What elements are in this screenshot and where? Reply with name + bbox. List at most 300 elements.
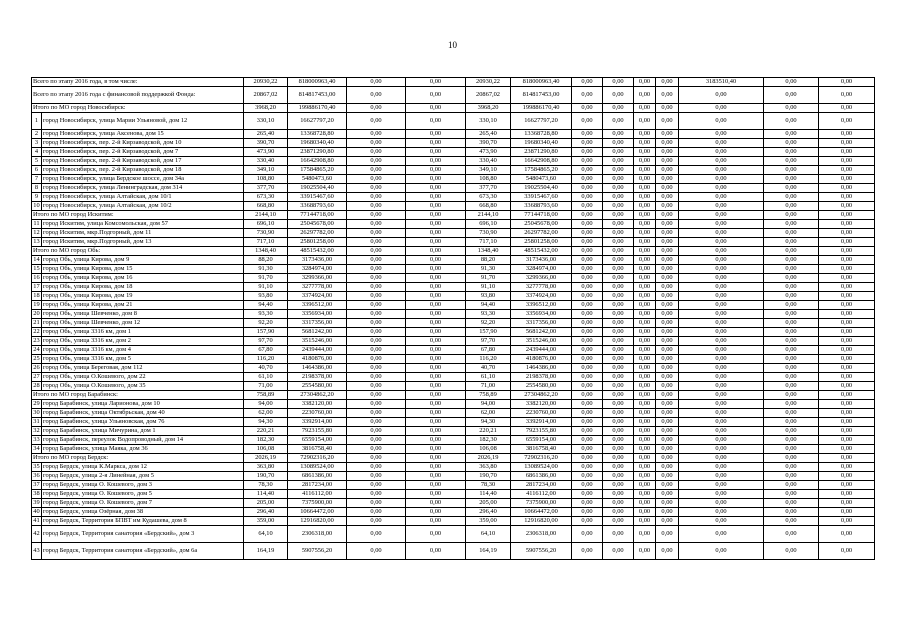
value-cell: 0,00 [634,130,656,139]
value-cell: 0,00 [819,139,875,148]
value-cell: 0,00 [572,445,603,454]
value-cell: 0,00 [679,157,764,166]
table-row [32,364,875,373]
value-cell: 0,00 [656,193,679,202]
value-cell: 0,00 [819,418,875,427]
value-cell: 0,00 [603,436,634,445]
value-cell: 0,00 [572,337,603,346]
address-cell: город Барабинск, переулок Водопроводный, дом 14 [42,436,244,445]
value-cell: 0,00 [603,472,634,481]
value-cell: 2026,19 [466,454,511,463]
value-cell: 220,21 [466,427,511,436]
value-cell: 7375900,00 [288,499,347,508]
value-cell: 0,00 [572,526,603,543]
value-cell: 94,30 [466,418,511,427]
value-cell: 0,00 [679,463,764,472]
value-cell: 1348,40 [244,247,288,256]
value-cell: 17584865,20 [511,166,572,175]
value-cell: 0,00 [764,220,819,229]
value-cell: 0,00 [406,229,466,238]
value-cell: 16627797,20 [511,113,572,130]
value-cell: 0,00 [347,139,406,148]
value-cell: 0,00 [347,355,406,364]
value-cell: 0,00 [406,319,466,328]
row-number-cell: 36 [33,472,40,479]
row-number-cell: 31 [33,418,40,425]
value-cell: 0,00 [634,543,656,560]
value-cell: 0,00 [634,283,656,292]
table-row [32,346,875,355]
value-cell: 0,00 [679,292,764,301]
address-cell: город Искитим, мкр.Подгорный, дом 11 [42,229,244,238]
value-cell: 0,00 [406,355,466,364]
value-cell: 23871290,80 [511,148,572,157]
value-cell: 5480473,60 [511,175,572,184]
value-cell: 1464386,00 [511,364,572,373]
value-cell: 3382120,00 [288,400,347,409]
value-cell: 0,00 [679,543,764,560]
value-cell: 0,00 [656,274,679,283]
value-cell: 0,00 [347,238,406,247]
row-number-cell: 2 [32,130,42,139]
value-cell: 7375900,00 [511,499,572,508]
address-cell: город Обь, улица 3316 км, дом 4 [42,346,244,355]
value-cell: 0,00 [819,400,875,409]
value-cell: 0,00 [634,87,656,104]
value-cell: 0,00 [819,229,875,238]
value-cell: 0,00 [634,472,656,481]
value-cell: 20867,02 [244,87,288,104]
value-cell: 0,00 [572,166,603,175]
value-cell: 0,00 [764,113,819,130]
value-cell: 78,30 [466,481,511,490]
value-cell: 6559154,00 [288,436,347,445]
table-row [32,310,875,319]
value-cell: 3816758,40 [288,445,347,454]
table-row [32,184,875,193]
row-number-cell: 28 [33,382,40,389]
value-cell: 818000963,40 [288,78,347,87]
value-cell: 4180876,00 [511,355,572,364]
value-cell: 0,00 [679,481,764,490]
value-cell: 19680340,40 [288,139,347,148]
value-cell: 0,00 [656,508,679,517]
value-cell: 19680340,40 [511,139,572,148]
value-cell: 26297782,00 [511,229,572,238]
value-cell: 2198378,00 [288,373,347,382]
value-cell: 0,00 [347,319,406,328]
row-number-cell: 43 [32,543,42,560]
value-cell: 40,70 [244,364,288,373]
row-number-cell: 11 [33,220,40,227]
address-cell: город Новосибирск, пер. 2-й Кирзаводской, дом 18 [42,166,244,175]
value-cell: 0,00 [406,517,466,526]
value-cell: 0,00 [603,337,634,346]
value-cell: 0,00 [572,499,603,508]
value-cell: 0,00 [572,220,603,229]
value-cell: 0,00 [656,78,679,87]
value-cell: 3968,20 [466,104,511,113]
value-cell: 0,00 [819,238,875,247]
value-cell: 0,00 [572,104,603,113]
value-cell: 0,00 [347,508,406,517]
address-cell: город Новосибирск, улица Бердское шоссе, дом 34а [42,175,244,184]
value-cell: 0,00 [603,490,634,499]
value-cell: 61,10 [244,373,288,382]
value-cell: 64,10 [244,526,288,543]
value-cell: 0,00 [347,346,406,355]
value-cell: 0,00 [679,499,764,508]
value-cell: 0,00 [634,202,656,211]
value-cell: 0,00 [406,499,466,508]
value-cell: 0,00 [347,436,406,445]
value-cell: 16642908,80 [511,157,572,166]
value-cell: 0,00 [819,157,875,166]
value-cell: 0,00 [347,87,406,104]
table-row [32,543,875,560]
total-label-cell: Итого по МО город Искитим: [32,211,244,220]
address-cell: город Обь, улица Кирова, дом 18 [42,283,244,292]
value-cell: 0,00 [819,87,875,104]
value-cell: 0,00 [679,472,764,481]
value-cell: 48515432,00 [511,247,572,256]
value-cell: 0,00 [603,130,634,139]
value-cell: 0,00 [764,526,819,543]
value-cell: 0,00 [572,517,603,526]
value-cell: 0,00 [764,292,819,301]
value-cell: 0,00 [634,229,656,238]
value-cell: 0,00 [656,148,679,157]
value-cell: 0,00 [347,247,406,256]
value-cell: 0,00 [572,130,603,139]
value-cell: 0,00 [764,427,819,436]
value-cell: 91,30 [466,265,511,274]
value-cell: 0,00 [656,454,679,463]
value-cell: 265,40 [466,130,511,139]
row-number-cell: 24 [33,346,40,353]
table-row [32,499,875,508]
value-cell: 0,00 [679,391,764,400]
value-cell: 0,00 [406,400,466,409]
value-cell: 359,00 [466,517,511,526]
total-label-cell: Всего по этапу 2016 года, в том числе: [32,78,244,87]
total-label-cell: Всего по этапу 2016 года с финансовой поддержкой Фонда: [32,87,244,104]
address-cell: город Обь, улица Шевченко, дом 12 [42,319,244,328]
value-cell: 91,70 [244,274,288,283]
value-cell: 4116112,00 [511,490,572,499]
value-cell: 97,70 [244,337,288,346]
value-cell: 0,00 [819,328,875,337]
value-cell: 2144,10 [244,211,288,220]
value-cell: 0,00 [603,391,634,400]
value-cell: 0,00 [679,113,764,130]
value-cell: 0,00 [347,481,406,490]
value-cell: 0,00 [634,104,656,113]
address-cell: город Обь, улица Шевченко, дом 8 [42,310,244,319]
value-cell: 0,00 [406,337,466,346]
value-cell: 0,00 [572,355,603,364]
value-cell: 0,00 [572,78,603,87]
value-cell: 0,00 [656,238,679,247]
value-cell: 6861386,00 [511,472,572,481]
value-cell: 5907556,20 [511,543,572,560]
value-cell: 0,00 [406,427,466,436]
value-cell: 0,00 [634,238,656,247]
value-cell: 0,00 [603,104,634,113]
value-cell: 0,00 [603,238,634,247]
address-cell: город Обь, улица Кирова, дом 16 [42,274,244,283]
value-cell: 0,00 [679,220,764,229]
row-number-cell: 18 [33,292,40,299]
value-cell: 0,00 [819,274,875,283]
table-row [32,229,875,238]
address-cell: город Бердск, улица О. Кошевого, дом 3 [42,481,244,490]
value-cell: 190,70 [244,472,288,481]
value-cell: 3816758,40 [511,445,572,454]
value-cell: 0,00 [603,113,634,130]
value-cell: 3299366,00 [511,274,572,283]
value-cell: 0,00 [764,337,819,346]
address-cell: город Искитим, улица Комсомольская, дом 57 [42,220,244,229]
value-cell: 0,00 [603,543,634,560]
value-cell: 0,00 [634,310,656,319]
value-cell: 92,20 [466,319,511,328]
value-cell: 182,30 [244,436,288,445]
row-number-cell: 38 [33,490,40,497]
value-cell: 330,10 [466,113,511,130]
value-cell: 0,00 [764,517,819,526]
value-cell: 0,00 [406,175,466,184]
value-cell: 0,00 [603,328,634,337]
value-cell: 0,00 [347,130,406,139]
value-cell: 0,00 [572,247,603,256]
value-cell: 205,00 [466,499,511,508]
value-cell: 296,40 [244,508,288,517]
value-cell: 3317356,00 [288,319,347,328]
table-total-row [32,211,875,220]
row-number-cell: 20 [33,310,40,317]
value-cell: 673,30 [466,193,511,202]
value-cell: 0,00 [656,202,679,211]
value-cell: 0,00 [819,391,875,400]
value-cell: 0,00 [406,274,466,283]
value-cell: 0,00 [819,454,875,463]
value-cell: 0,00 [656,301,679,310]
value-cell: 0,00 [764,238,819,247]
value-cell: 0,00 [634,373,656,382]
value-cell: 0,00 [764,508,819,517]
value-cell: 0,00 [572,292,603,301]
value-cell: 0,00 [764,256,819,265]
row-number-cell: 8 [32,184,42,193]
value-cell: 3284974,00 [511,265,572,274]
value-cell: 4180876,00 [288,355,347,364]
value-cell: 3382120,00 [511,400,572,409]
value-cell: 0,00 [656,543,679,560]
row-number-cell: 4 [32,148,42,157]
address-cell: город Обь, улица О.Кошевого, дом 22 [42,373,244,382]
row-number-cell: 30 [33,409,40,416]
value-cell: 205,00 [244,499,288,508]
value-cell: 71,00 [244,382,288,391]
value-cell: 0,00 [656,292,679,301]
address-cell: город Обь, улица Кирова, дом 15 [42,265,244,274]
value-cell: 93,30 [466,310,511,319]
value-cell: 0,00 [679,202,764,211]
address-cell: город Обь, улица 3316 км, дом 2 [42,337,244,346]
table-row [32,517,875,526]
value-cell: 0,00 [634,247,656,256]
value-cell: 0,00 [406,301,466,310]
value-cell: 0,00 [819,337,875,346]
value-cell: 0,00 [603,148,634,157]
value-cell: 0,00 [634,490,656,499]
value-cell: 0,00 [572,256,603,265]
value-cell: 0,00 [347,274,406,283]
table-total-row [32,104,875,113]
value-cell: 91,10 [244,283,288,292]
value-cell: 0,00 [572,382,603,391]
value-cell: 0,00 [819,78,875,87]
value-cell: 0,00 [764,391,819,400]
value-cell: 3515246,00 [288,337,347,346]
value-cell: 94,00 [244,400,288,409]
row-number-cell: 5 [32,157,42,166]
value-cell: 0,00 [764,247,819,256]
table-row [32,175,875,184]
value-cell: 94,00 [466,400,511,409]
value-cell: 0,00 [764,463,819,472]
value-cell: 3396512,00 [511,301,572,310]
value-cell: 0,00 [634,355,656,364]
table-row [32,427,875,436]
value-cell: 0,00 [679,166,764,175]
row-number-cell: 6 [32,166,42,175]
value-cell: 0,00 [572,490,603,499]
value-cell: 0,00 [347,463,406,472]
value-cell: 0,00 [347,113,406,130]
value-cell: 0,00 [764,409,819,418]
value-cell: 0,00 [764,454,819,463]
value-cell: 0,00 [819,508,875,517]
value-cell: 0,00 [819,220,875,229]
value-cell: 19025504,40 [288,184,347,193]
value-cell: 0,00 [679,454,764,463]
value-cell: 0,00 [656,517,679,526]
value-cell: 0,00 [819,247,875,256]
value-cell: 7923155,80 [288,427,347,436]
value-cell: 0,00 [656,256,679,265]
value-cell: 2817234,00 [288,481,347,490]
value-cell: 0,00 [656,310,679,319]
value-cell: 0,00 [406,364,466,373]
value-cell: 0,00 [406,220,466,229]
value-cell: 0,00 [764,543,819,560]
value-cell: 0,00 [603,409,634,418]
value-cell: 0,00 [572,373,603,382]
value-cell: 0,00 [603,87,634,104]
table-row [32,139,875,148]
value-cell: 0,00 [572,274,603,283]
value-cell: 20930,22 [466,78,511,87]
value-cell: 88,20 [244,256,288,265]
value-cell: 0,00 [406,184,466,193]
value-cell: 0,00 [634,346,656,355]
value-cell: 0,00 [406,157,466,166]
value-cell: 0,00 [819,310,875,319]
value-cell: 0,00 [819,517,875,526]
row-number-cell: 23 [33,337,40,344]
table-row [32,256,875,265]
value-cell: 0,00 [406,256,466,265]
value-cell: 0,00 [634,436,656,445]
value-cell: 3968,20 [244,104,288,113]
housing-program-table [31,77,875,560]
value-cell: 330,40 [244,157,288,166]
value-cell: 23871290,80 [288,148,347,157]
address-cell: город Новосибирск, улица Аксенова, дом 15 [42,130,244,139]
value-cell: 0,00 [634,193,656,202]
value-cell: 0,00 [764,283,819,292]
value-cell: 220,21 [244,427,288,436]
value-cell: 0,00 [406,148,466,157]
value-cell: 106,08 [466,445,511,454]
value-cell: 377,70 [244,184,288,193]
value-cell: 88,20 [466,256,511,265]
value-cell: 4116112,00 [288,490,347,499]
row-number-cell: 12 [33,229,40,236]
value-cell: 0,00 [406,265,466,274]
value-cell: 0,00 [406,130,466,139]
row-number-cell: 29 [33,400,40,407]
value-cell: 0,00 [572,211,603,220]
value-cell: 0,00 [656,427,679,436]
value-cell: 0,00 [603,274,634,283]
table-body [32,78,875,560]
table-row [32,193,875,202]
value-cell: 0,00 [603,427,634,436]
value-cell: 0,00 [679,130,764,139]
address-cell: город Новосибирск, улица Ленинградская, дом 314 [42,184,244,193]
value-cell: 0,00 [679,301,764,310]
value-cell: 0,00 [572,328,603,337]
value-cell: 0,00 [764,139,819,148]
page-number: 10 [448,40,457,50]
value-cell: 2817234,00 [511,481,572,490]
value-cell: 0,00 [656,409,679,418]
value-cell: 0,00 [764,104,819,113]
value-cell: 0,00 [572,418,603,427]
value-cell: 0,00 [656,229,679,238]
row-number-cell: 40 [33,508,40,515]
value-cell: 0,00 [764,418,819,427]
value-cell: 3317356,00 [511,319,572,328]
value-cell: 296,40 [466,508,511,517]
row-number-cell: 16 [33,274,40,281]
table-row [32,508,875,517]
value-cell: 0,00 [764,184,819,193]
value-cell: 0,00 [572,175,603,184]
value-cell: 0,00 [603,211,634,220]
table-row [32,130,875,139]
value-cell: 0,00 [572,409,603,418]
value-cell: 0,00 [819,113,875,130]
address-cell: город Бердск, улица О. Кошевого, дом 7 [42,499,244,508]
value-cell: 0,00 [406,292,466,301]
value-cell: 0,00 [347,526,406,543]
value-cell: 10664472,00 [511,508,572,517]
value-cell: 0,00 [656,211,679,220]
